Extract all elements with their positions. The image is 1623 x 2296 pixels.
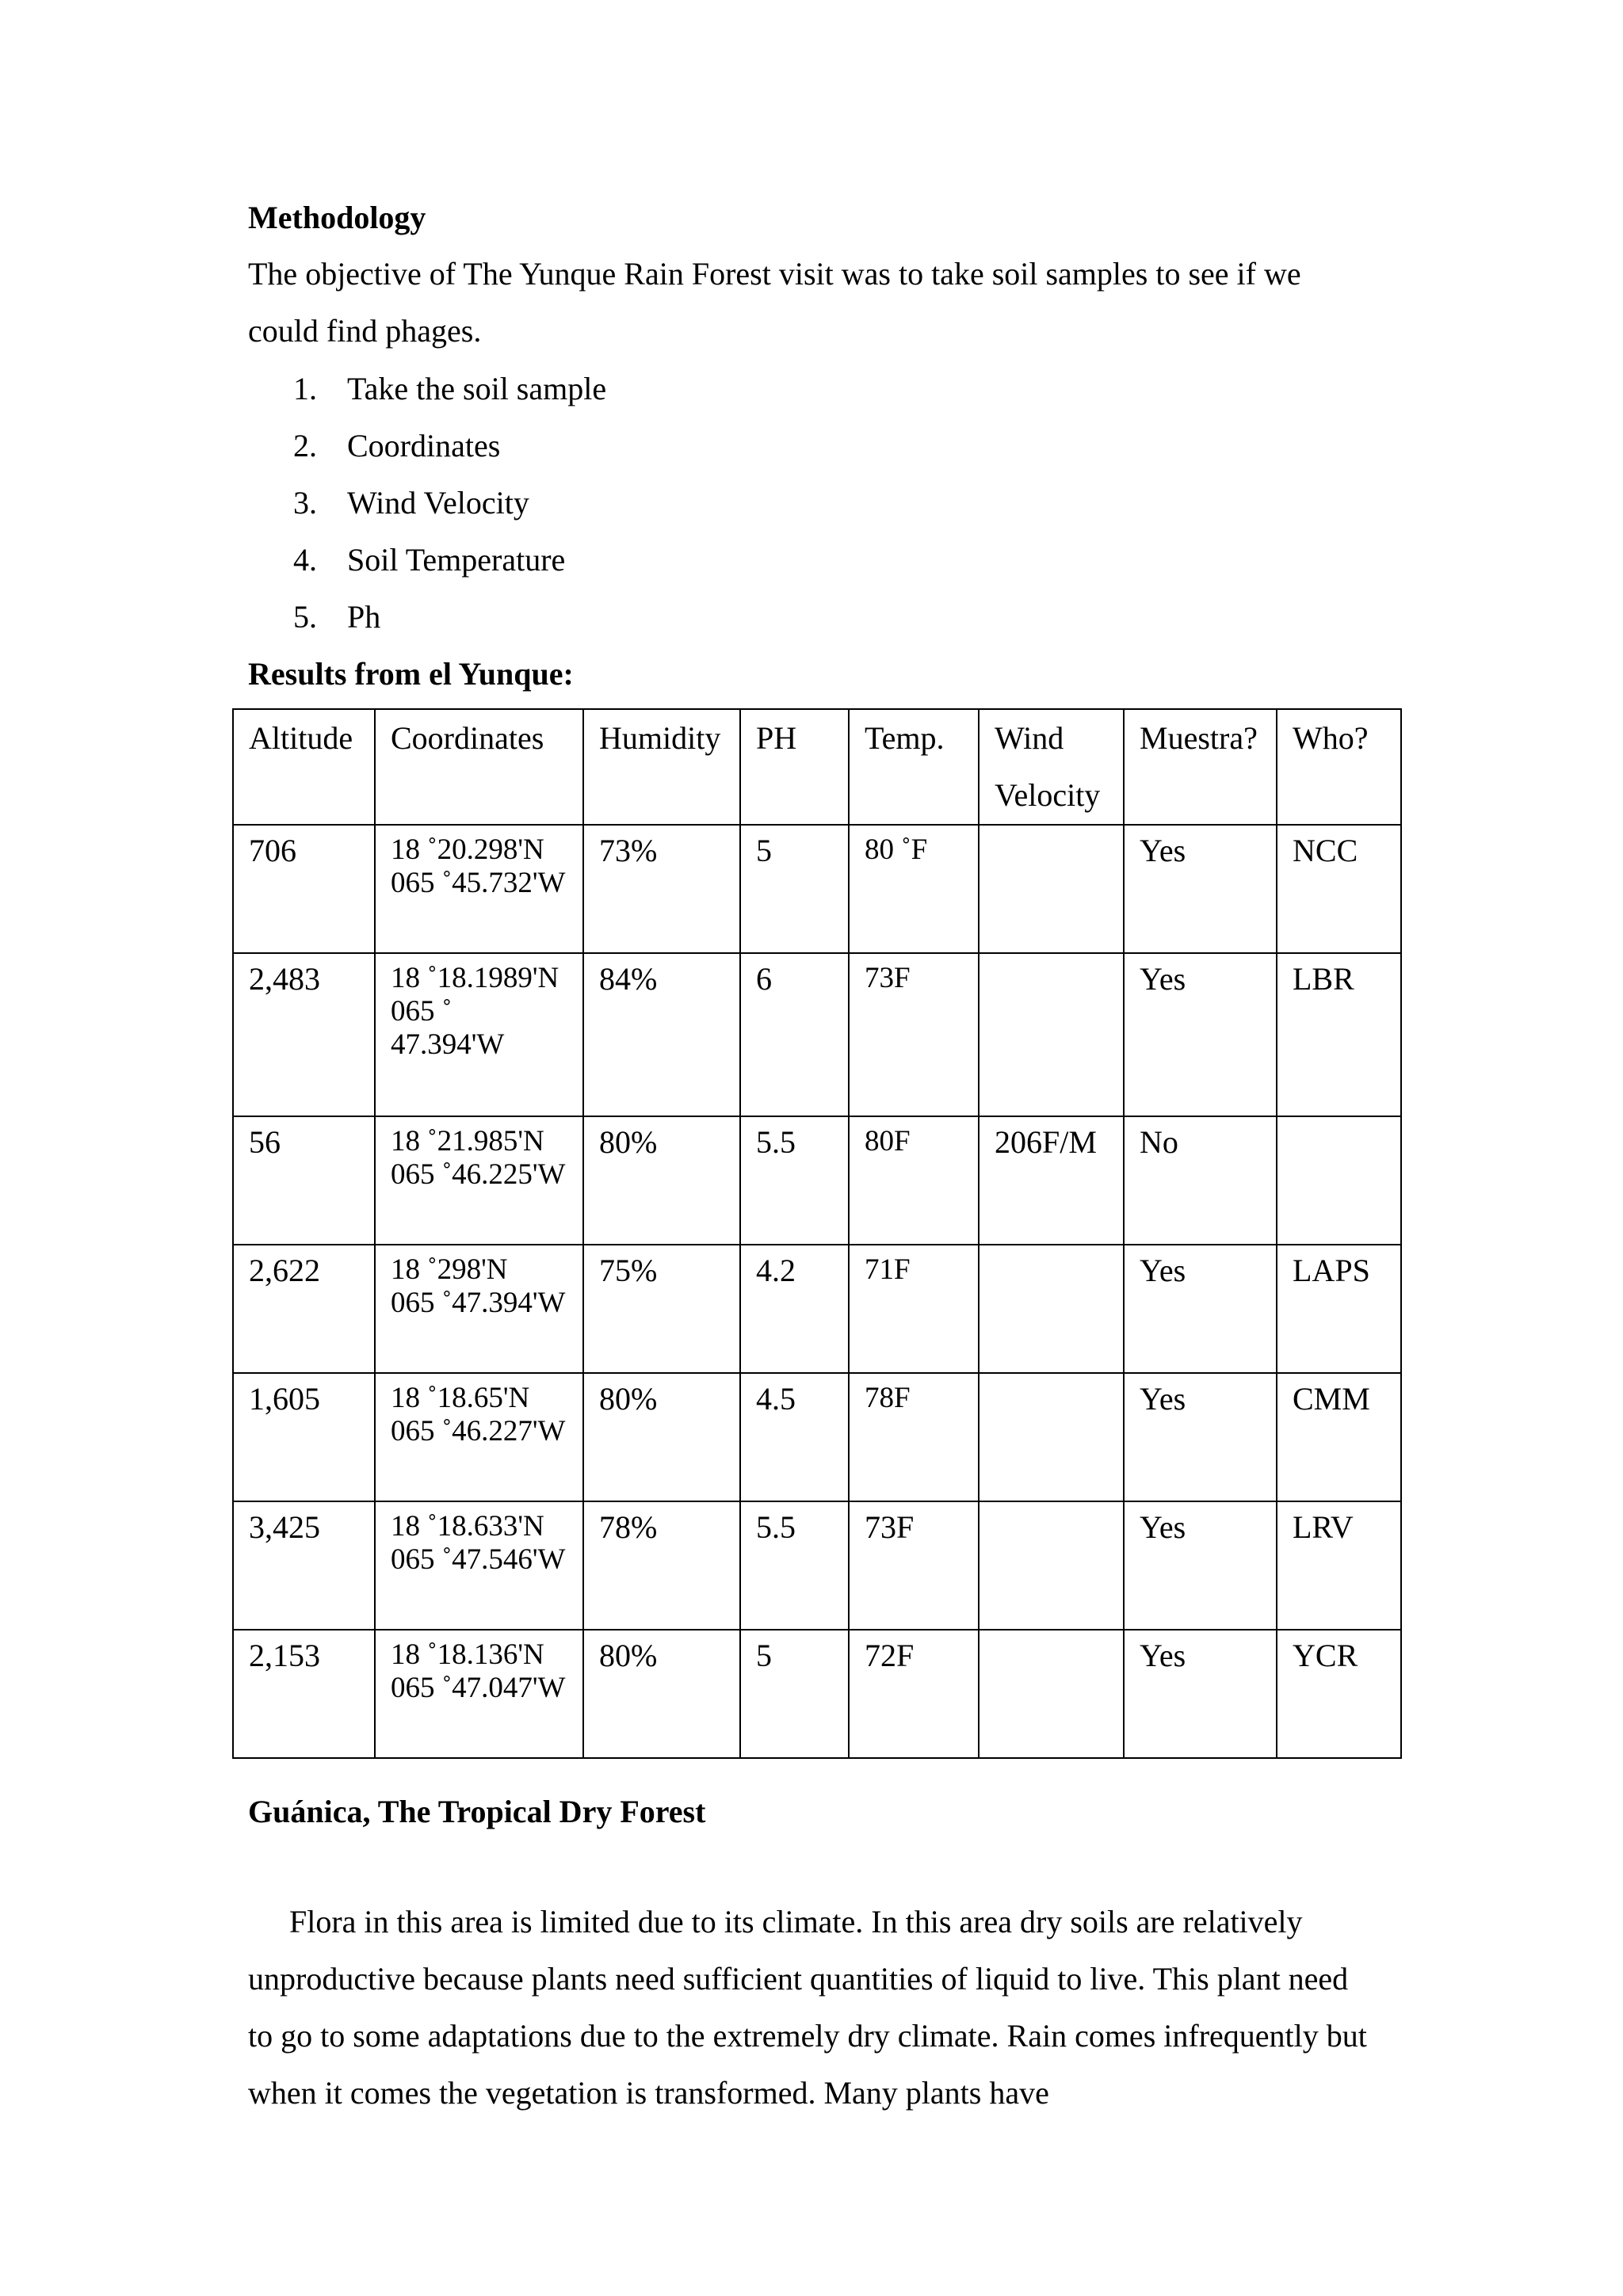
guanica-heading: Guánica, The Tropical Dry Forest <box>248 1794 706 1829</box>
step-text: Take the soil sample <box>347 371 607 406</box>
coord-west: 065 ˚46.225'W <box>391 1158 566 1191</box>
coord-west: 065 ˚47.047'W <box>391 1672 566 1704</box>
table-row <box>233 825 1401 953</box>
table-row <box>233 1245 1401 1373</box>
coord-north: 18 ˚18.633'N <box>391 1510 544 1543</box>
cell-who: YCR <box>1277 1630 1401 1758</box>
list-item <box>293 532 606 589</box>
coord-north: 18 ˚18.1989'N <box>391 962 559 994</box>
table-header-row <box>233 709 1401 825</box>
header-altitude: Altitude <box>233 709 375 825</box>
cell-muestra: Yes <box>1124 1501 1277 1630</box>
coord-west: 065 ˚45.732'W <box>391 867 566 899</box>
step-text: Soil Temperature <box>347 542 566 578</box>
results-table <box>232 708 1402 1759</box>
cell-temp: 71F <box>849 1245 979 1373</box>
table-row <box>233 1373 1401 1501</box>
coord-west: 065 ˚47.394'W <box>391 1287 566 1319</box>
cell-temp: 80 ˚F <box>849 825 979 953</box>
coord-north: 18 ˚298'N <box>391 1253 508 1286</box>
cell-wind-velocity: 206F/M <box>979 1116 1124 1245</box>
cell-ph: 5.5 <box>740 1116 849 1245</box>
table-row <box>233 1116 1401 1245</box>
cell-coordinates <box>375 1245 583 1373</box>
header-coordinates: Coordinates <box>375 709 583 825</box>
coord-west: 065 ˚47.546'W <box>391 1543 566 1576</box>
step-text: Wind Velocity <box>347 485 529 521</box>
cell-coordinates <box>375 1116 583 1245</box>
cell-temp: 72F <box>849 1630 979 1758</box>
list-item <box>293 589 606 646</box>
cell-temp: 73F <box>849 1501 979 1630</box>
cell-altitude: 2,622 <box>233 1245 375 1373</box>
cell-who: NCC <box>1277 825 1401 953</box>
header-muestra: Muestra? <box>1124 709 1277 825</box>
cell-humidity: 84% <box>583 953 740 1116</box>
cell-who <box>1277 1116 1401 1245</box>
cell-muestra: Yes <box>1124 1245 1277 1373</box>
coord-west: 065 ˚ 47.394'W <box>391 995 505 1061</box>
cell-muestra: No <box>1124 1116 1277 1245</box>
cell-muestra: Yes <box>1124 953 1277 1116</box>
coord-north: 18 ˚20.298'N <box>391 833 544 866</box>
coord-north: 18 ˚21.985'N <box>391 1125 544 1158</box>
table-row <box>233 1501 1401 1630</box>
header-wind-velocity: Wind Velocity <box>979 709 1124 825</box>
cell-ph: 5 <box>740 1630 849 1758</box>
cell-altitude: 706 <box>233 825 375 953</box>
cell-coordinates <box>375 1630 583 1758</box>
cell-temp: 78F <box>849 1373 979 1501</box>
step-number: 5. <box>293 599 317 635</box>
cell-ph: 4.5 <box>740 1373 849 1501</box>
cell-altitude: 2,153 <box>233 1630 375 1758</box>
cell-coordinates <box>375 825 583 953</box>
cell-temp: 80F <box>849 1116 979 1245</box>
step-number: 4. <box>293 542 317 578</box>
cell-altitude: 3,425 <box>233 1501 375 1630</box>
table-row <box>233 953 1401 1116</box>
step-text: Ph <box>347 599 381 635</box>
cell-muestra: Yes <box>1124 1630 1277 1758</box>
cell-humidity: 80% <box>583 1116 740 1245</box>
list-item <box>293 360 606 418</box>
cell-humidity: 80% <box>583 1373 740 1501</box>
cell-ph: 5.5 <box>740 1501 849 1630</box>
cell-wind-velocity <box>979 1630 1124 1758</box>
guanica-paragraph: Flora in this area is limited due to its climate. In this area dry soils are relatively unproductive because plants need sufficient quantities of liquid to live. This plant need to go to some adaptations due to the extremely dry climate. Rain comes infrequently but when it comes the vegetation is transformed. Many plants have <box>248 1904 1367 2111</box>
cell-muestra: Yes <box>1124 1373 1277 1501</box>
cell-wind-velocity <box>979 1373 1124 1501</box>
cell-humidity: 78% <box>583 1501 740 1630</box>
cell-who: LBR <box>1277 953 1401 1116</box>
methodology-steps <box>293 360 606 646</box>
cell-temp: 73F <box>849 953 979 1116</box>
cell-who: CMM <box>1277 1373 1401 1501</box>
cell-coordinates <box>375 953 583 1116</box>
cell-who: LRV <box>1277 1501 1401 1630</box>
cell-muestra: Yes <box>1124 825 1277 953</box>
header-temp: Temp. <box>849 709 979 825</box>
header-ph: PH <box>740 709 849 825</box>
cell-humidity: 80% <box>583 1630 740 1758</box>
cell-ph: 6 <box>740 953 849 1116</box>
cell-coordinates <box>375 1501 583 1630</box>
cell-humidity: 73% <box>583 825 740 953</box>
cell-ph: 4.2 <box>740 1245 849 1373</box>
coord-north: 18 ˚18.136'N <box>391 1638 544 1671</box>
coord-west: 065 ˚46.227'W <box>391 1415 566 1447</box>
cell-altitude: 1,605 <box>233 1373 375 1501</box>
step-number: 1. <box>293 371 317 406</box>
cell-wind-velocity <box>979 953 1124 1116</box>
list-item <box>293 475 606 532</box>
cell-humidity: 75% <box>583 1245 740 1373</box>
step-text: Coordinates <box>347 428 501 463</box>
cell-altitude: 56 <box>233 1116 375 1245</box>
cell-wind-velocity <box>979 1501 1124 1630</box>
cell-wind-velocity <box>979 1245 1124 1373</box>
cell-who: LAPS <box>1277 1245 1401 1373</box>
objective-paragraph: The objective of The Yunque Rain Forest visit was to take soil samples to see if we could find phages. <box>248 256 1301 349</box>
coord-north: 18 ˚18.65'N <box>391 1382 530 1414</box>
header-who: Who? <box>1277 709 1401 825</box>
results-heading: Results from el Yunque: <box>248 656 574 692</box>
methodology-heading: Methodology <box>248 200 426 235</box>
cell-altitude: 2,483 <box>233 953 375 1116</box>
header-humidity: Humidity <box>583 709 740 825</box>
table-row <box>233 1630 1401 1758</box>
cell-ph: 5 <box>740 825 849 953</box>
list-item <box>293 418 606 475</box>
cell-coordinates <box>375 1373 583 1501</box>
step-number: 3. <box>293 485 317 521</box>
cell-wind-velocity <box>979 825 1124 953</box>
step-number: 2. <box>293 428 317 463</box>
